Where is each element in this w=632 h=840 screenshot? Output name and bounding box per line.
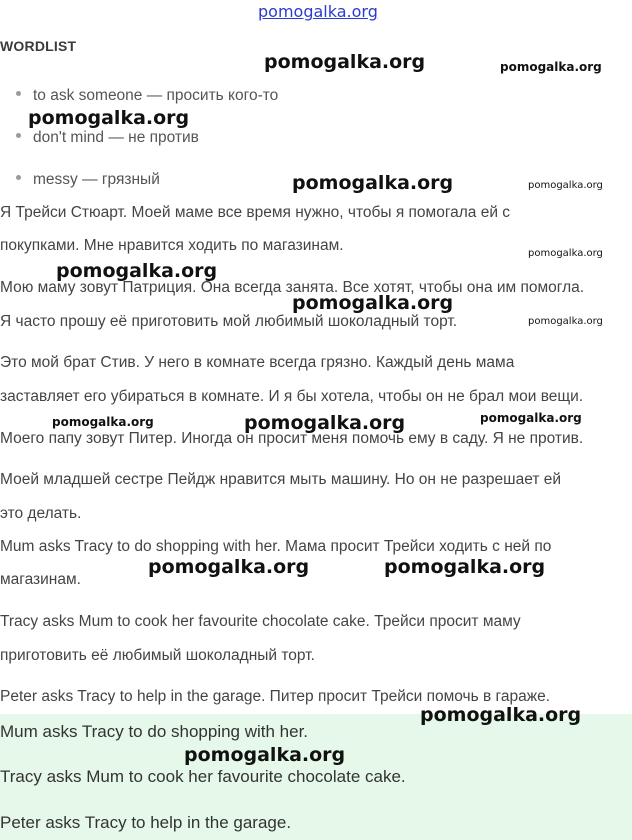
watermark: pomogalka.org: [28, 107, 190, 129]
watermark: pomogalka.org: [264, 51, 426, 73]
watermark: pomogalka.org: [420, 704, 582, 726]
bullet-icon: [16, 175, 21, 180]
paragraph-line: Мою маму зовут Патриция. Она всегда занята. Все хотят, чтобы она им помогла.: [0, 279, 585, 296]
watermark: pomogalka.org: [500, 60, 602, 74]
wordlist-heading: WORDLIST: [0, 38, 77, 54]
paragraph-line: Я Трейси Стюарт. Моей маме все время нужно, чтобы я помогала ей с: [0, 204, 511, 221]
paragraph-line: Моей младшей сестре Пейдж нравится мыть машину. Но он не разрешает ей: [0, 471, 562, 488]
watermark-top: pomogalka.org: [258, 2, 378, 21]
wordlist-item: messy — грязный: [16, 171, 160, 189]
watermark: pomogalka.org: [480, 411, 582, 425]
watermark: pomogalka.org: [56, 260, 218, 282]
watermark: pomogalka.org: [528, 316, 603, 327]
paragraph-line: Моего папу зовут Питер. Иногда он просит меня помочь ему в саду. Я не против.: [0, 430, 584, 447]
answer-line: Peter asks Tracy to help in the garage.: [0, 813, 292, 832]
wordlist-item: don't mind — не против: [16, 129, 199, 147]
watermark: pomogalka.org: [184, 744, 346, 766]
watermark: pomogalka.org: [52, 415, 154, 429]
wordlist-item: to ask someone — просить кого-то: [16, 87, 278, 105]
answer-line: Tracy asks Mum to cook her favourite chocolate cake.: [0, 767, 406, 786]
bullet-icon: [16, 133, 21, 138]
watermark: pomogalka.org: [292, 172, 454, 194]
watermark: pomogalka.org: [148, 556, 310, 578]
paragraph-line: Mum asks Tracy to do shopping with her. Мама просит Трейси ходить с ней по: [0, 538, 552, 555]
watermark: pomogalka.org: [528, 180, 603, 191]
paragraph-line: приготовить её любимый шоколадный торт.: [0, 647, 315, 664]
watermark: pomogalka.org: [528, 248, 603, 259]
paragraph-line: заставляет его убираться в комнате. И я бы хотела, чтобы он не брал мои вещи.: [0, 388, 584, 405]
paragraph-line: Tracy asks Mum to cook her favourite chocolate cake. Трейси просит маму: [0, 613, 521, 630]
watermark: pomogalka.org: [384, 556, 546, 578]
answer-line: Mum asks Tracy to do shopping with her.: [0, 722, 309, 741]
watermark: pomogalka.org: [244, 412, 406, 434]
paragraph-line: это делать.: [0, 505, 82, 522]
paragraph-line: Peter asks Tracy to help in the garage. Питер просит Трейси помочь в гараже.: [0, 688, 551, 705]
paragraph-line: Это мой брат Стив. У него в комнате всегда грязно. Каждый день мама: [0, 354, 515, 371]
paragraph-line: Я часто прошу её приготовить мой любимый шоколадный торт.: [0, 313, 458, 330]
bullet-icon: [16, 91, 21, 96]
paragraph-line: магазинам.: [0, 571, 81, 588]
watermark: pomogalka.org: [292, 292, 454, 314]
paragraph-line: покупками. Мне нравится ходить по магазинам.: [0, 237, 344, 254]
